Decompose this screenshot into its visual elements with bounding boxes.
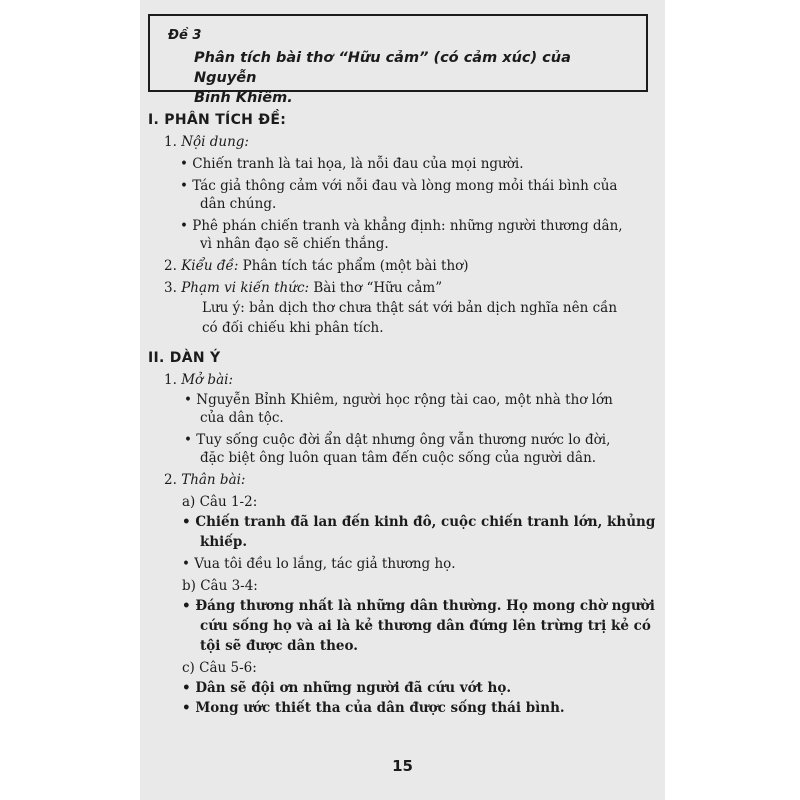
page-number: 15 — [392, 757, 413, 775]
item-3-label: Phạm vi kiến thức: — [181, 280, 310, 296]
section-1-heading: I. PHÂN TÍCH ĐỀ: — [148, 112, 287, 128]
subsection-b-bullet-1-line-3: tội sẽ được dân theo. — [200, 638, 358, 654]
content-bullet-3-line-2: vì nhân đạo sẽ chiến thắng. — [200, 236, 389, 252]
item-1-heading — [164, 134, 249, 150]
body-heading — [164, 472, 245, 488]
body-label: Thân bài: — [181, 472, 246, 488]
intro-heading — [164, 372, 233, 388]
item-3 — [164, 280, 442, 296]
content-bullet-1: • Chiến tranh là tai họa, là nỗi đau của mọi người. — [180, 156, 524, 172]
subsection-a-heading: a) Câu 1-2: — [182, 494, 258, 510]
intro-label: Mở bài: — [181, 372, 233, 388]
subsection-a-bullet-1-line-2: khiếp. — [200, 534, 248, 550]
item-2 — [164, 258, 469, 274]
intro-bullet-1-line-2: của dân tộc. — [200, 410, 284, 426]
item-3-text: Bài thơ “Hữu cảm” — [309, 280, 443, 296]
item-1-label: Nội dung: — [181, 134, 249, 150]
note-line-2: có đối chiếu khi phân tích. — [202, 320, 384, 336]
intro-number: 1. — [164, 372, 177, 388]
item-1-number: 1. — [164, 134, 177, 150]
content-bullet-3-line-1: • Phê phán chiến tranh và khẳng định: những người thương dân, — [180, 218, 623, 234]
intro-bullet-2-line-2: đặc biệt ông luôn quan tâm đến cuộc sống của người dân. — [200, 450, 597, 466]
intro-bullet-1-line-1: • Nguyễn Bỉnh Khiêm, người học rộng tài cao, một nhà thơ lớn — [184, 392, 613, 408]
content-bullet-2-line-2: dân chúng. — [200, 196, 277, 212]
item-2-text: Phân tích tác phẩm (một bài thơ) — [238, 258, 469, 274]
subsection-b-heading: b) Câu 3-4: — [182, 578, 258, 594]
subsection-b-bullet-1-line-2: cứu sống họ và ai là kẻ thương dân đứng lên trừng trị kẻ có — [200, 618, 651, 634]
exercise-title-box — [148, 14, 648, 106]
intro-bullet-2-line-1: • Tuy sống cuộc đời ẩn dật nhưng ông vẫn thương nước lo đời, — [184, 432, 611, 448]
subsection-c-bullet-2: • Mong ước thiết tha của dân được sống thái bình. — [182, 700, 565, 716]
content-bullet-2-line-1: • Tác giả thông cảm với nỗi đau và lòng mong mỏi thái bình của — [180, 178, 618, 194]
note-line-1: Lưu ý: bản dịch thơ chưa thật sát với bản dịch nghĩa nên cần — [202, 300, 618, 316]
subsection-c-heading: c) Câu 5-6: — [182, 660, 257, 676]
subsection-c-bullet-1: • Dân sẽ đội ơn những người đã cứu vớt họ. — [182, 680, 512, 696]
exercise-title — [194, 48, 634, 108]
item-3-number: 3. — [164, 280, 177, 296]
subsection-b-bullet-1-line-1: • Đáng thương nhất là những dân thường. Họ mong chờ người — [182, 598, 655, 614]
exercise-label: Đề 3 — [168, 28, 202, 43]
subsection-a-bullet-1-line-1: • Chiến tranh đã lan đến kinh đô, cuộc chiến tranh lớn, khủng — [182, 514, 656, 530]
body-number: 2. — [164, 472, 177, 488]
exercise-title-line-2: Bỉnh Khiêm. — [194, 90, 293, 106]
section-2-heading: II. DÀN Ý — [148, 350, 221, 366]
book-page — [140, 0, 665, 800]
subsection-a-bullet-2: • Vua tôi đều lo lắng, tác giả thương họ. — [182, 556, 456, 572]
item-2-number: 2. — [164, 258, 177, 274]
item-2-label: Kiểu đề: — [181, 258, 239, 274]
exercise-title-line-1: Phân tích bài thơ “Hữu cảm” (có cảm xúc) của Nguyễn — [194, 50, 571, 86]
